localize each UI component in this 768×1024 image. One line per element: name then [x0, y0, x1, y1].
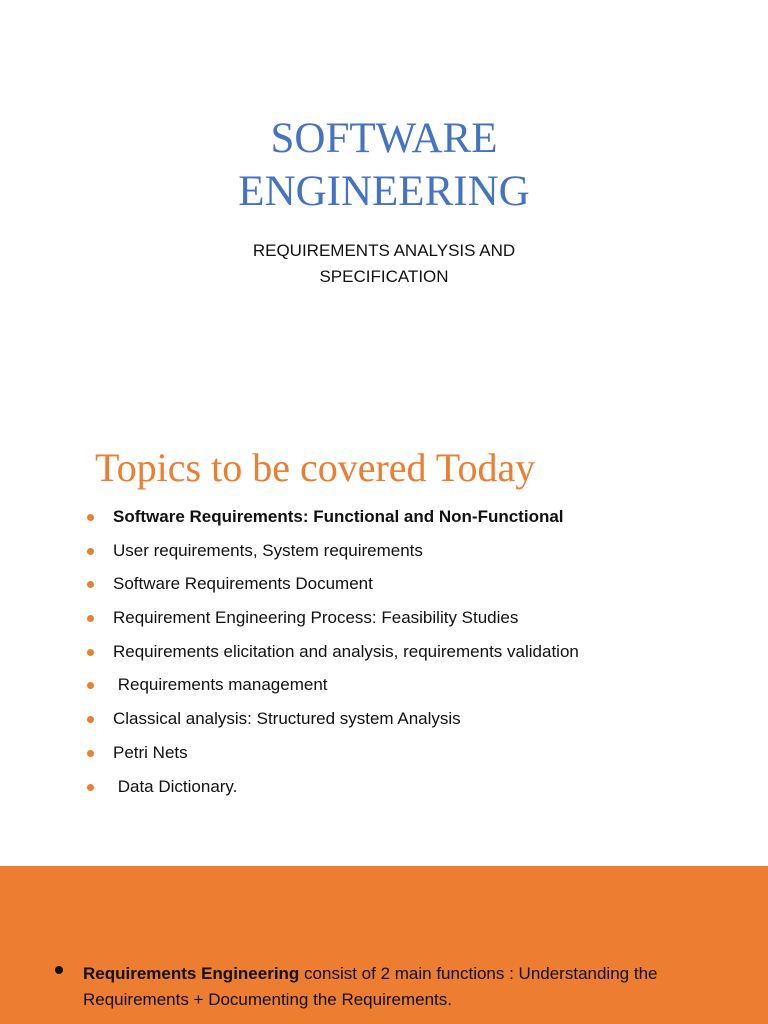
- list-item: [0, 704, 768, 738]
- orange-slide: [0, 866, 768, 1024]
- topic-text: Requirements management: [113, 675, 328, 695]
- bullet-icon: [87, 750, 94, 757]
- slide-subtitle-line2: SPECIFICATION: [319, 267, 449, 286]
- bullet-icon: [87, 682, 94, 689]
- list-item: [0, 536, 768, 570]
- topic-text: Requirements elicitation and analysis, requirements validation: [113, 641, 579, 661]
- list-item: [0, 502, 768, 536]
- topic-text: Data Dictionary.: [113, 776, 238, 796]
- list-item: [0, 603, 768, 637]
- list-item: [0, 772, 768, 806]
- topic-text: Software Requirements: Functional and Non-Functional: [113, 507, 564, 526]
- bullet-icon: [87, 649, 94, 656]
- slide-title-line2: ENGINEERING: [238, 168, 530, 215]
- callout-bold: Requirements Engineering: [83, 964, 300, 983]
- topics-heading: Topics to be covered Today: [95, 445, 536, 490]
- bullet-icon: [55, 966, 63, 974]
- list-item: [0, 637, 768, 671]
- topic-text: Software Requirements Document: [113, 574, 373, 594]
- bullet-icon: [87, 784, 94, 791]
- list-item: [0, 738, 768, 772]
- bullet-icon: [87, 716, 94, 723]
- topic-text: Petri Nets: [113, 742, 188, 762]
- slide-subtitle-line1: REQUIREMENTS ANALYSIS AND: [252, 241, 516, 260]
- slide-title: [0, 112, 768, 218]
- bullet-icon: [87, 615, 94, 622]
- callout-rest: consist of 2 main functions : Understanding the Requirements + Documenting the Requirements.: [83, 964, 658, 1009]
- topics-list: [0, 502, 768, 805]
- topics-slide: [0, 432, 768, 864]
- topic-text: Requirement Engineering Process: Feasibility Studies: [113, 608, 519, 628]
- callout-text: [83, 961, 733, 1013]
- slide-subtitle: [0, 238, 768, 290]
- list-item: [0, 569, 768, 603]
- topic-text: Classical analysis: Structured system Analysis: [113, 709, 461, 729]
- list-item: [0, 670, 768, 704]
- slide-title-line1: SOFTWARE: [270, 115, 498, 162]
- bullet-icon: [87, 548, 94, 555]
- title-slide: [0, 0, 768, 432]
- bullet-icon: [87, 514, 94, 521]
- bullet-icon: [87, 581, 94, 588]
- topic-text: User requirements, System requirements: [113, 540, 423, 560]
